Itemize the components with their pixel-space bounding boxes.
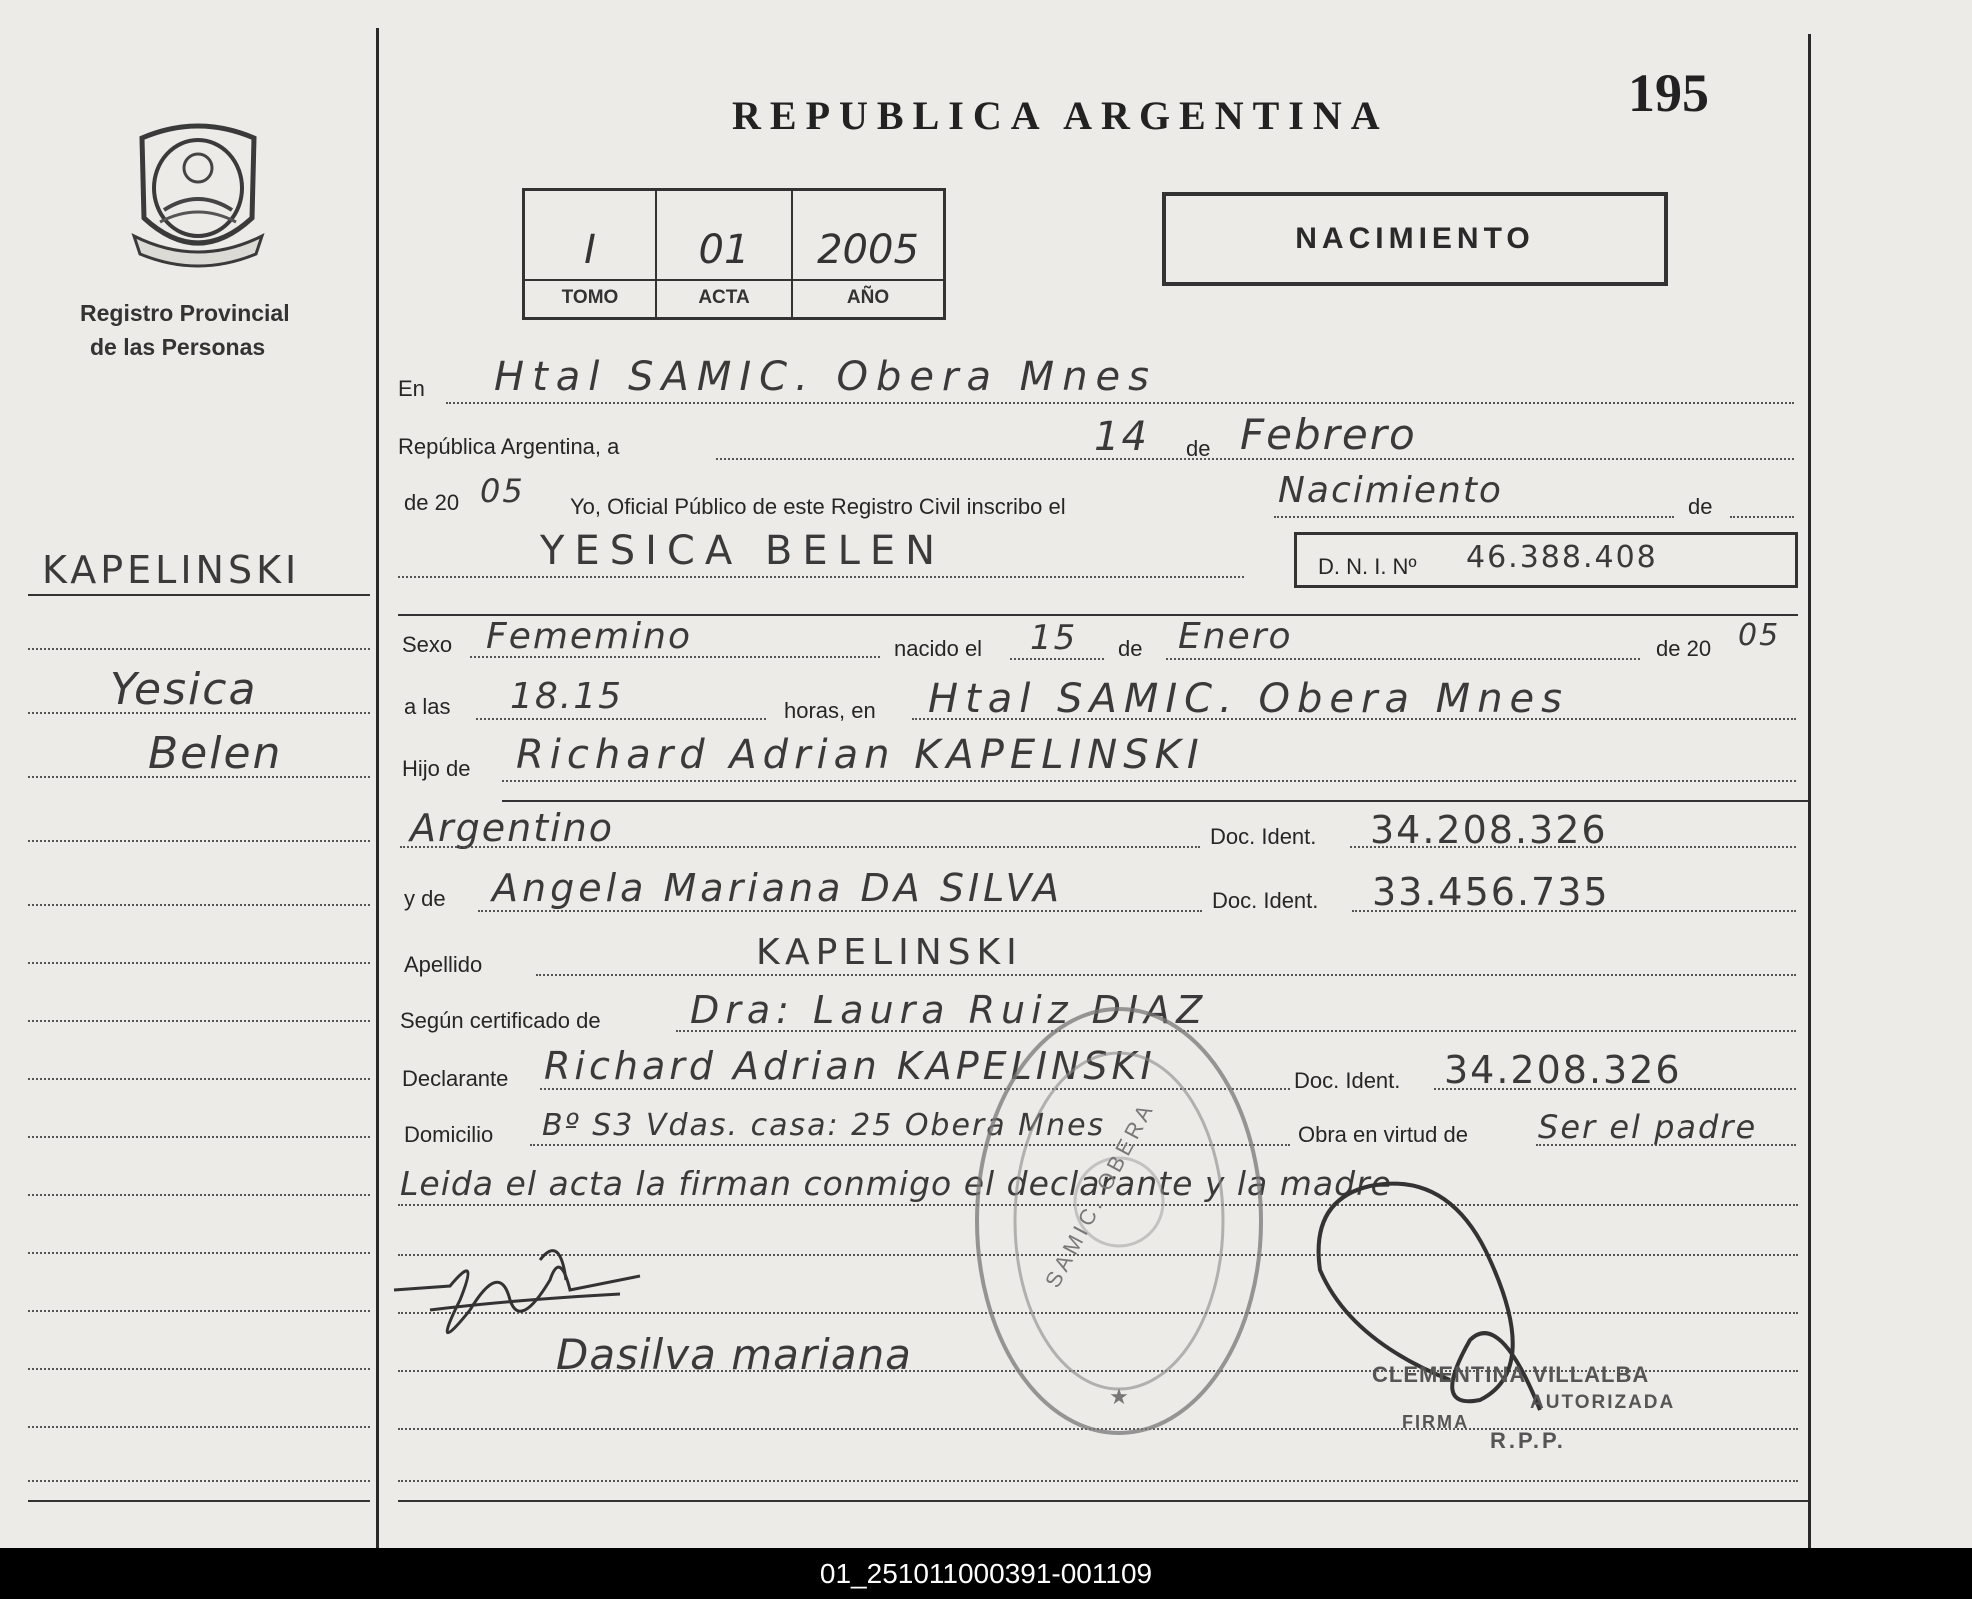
mother-doc-label: Doc. Ident. bbox=[1212, 888, 1319, 913]
registration-day: 14 bbox=[1094, 414, 1149, 460]
father-doc-value: 34.208.326 bbox=[1370, 808, 1608, 852]
oficial-statement: Yo, Oficial Público de este Registro Civil inscribo el bbox=[570, 494, 1066, 519]
birth-de20-label: de 20 bbox=[1656, 636, 1712, 661]
institution-name-line2: de las Personas bbox=[90, 334, 266, 360]
misiones-coat-of-arms-icon bbox=[124, 118, 272, 268]
doctor-name: Dra: Laura Ruiz DIAZ bbox=[690, 988, 1209, 1032]
ano-value: 2005 bbox=[817, 227, 919, 273]
tomo-cell bbox=[525, 191, 657, 317]
register-box bbox=[522, 188, 946, 320]
declarante-doc-label: Doc. Ident. bbox=[1294, 1068, 1401, 1093]
mother-doc-value: 33.456.735 bbox=[1372, 870, 1610, 914]
apellido-label: Apellido bbox=[404, 952, 483, 977]
margin-second-name: Belen bbox=[148, 728, 283, 779]
mother-name: Angela Mariana DA SILVA bbox=[492, 866, 1063, 910]
stamp-inner-text: SAMIC. OBERA bbox=[1040, 1097, 1160, 1292]
birth-de-label: de bbox=[1118, 636, 1143, 661]
apellido-value: KAPELINSKI bbox=[756, 932, 1023, 973]
rpp-label: R.P.P. bbox=[1490, 1428, 1566, 1453]
father-name: Richard Adrian KAPELINSKI bbox=[516, 732, 1205, 778]
registration-month: Febrero bbox=[1240, 410, 1417, 459]
dni-label: D. N. I. Nº bbox=[1318, 554, 1417, 579]
birth-year-suffix: 05 bbox=[1738, 618, 1781, 653]
en-label: En bbox=[398, 376, 425, 401]
alas-label: a las bbox=[404, 694, 451, 719]
left-column-border bbox=[376, 28, 379, 1548]
document-title: REPUBLICA ARGENTINA bbox=[732, 93, 1389, 138]
registration-year-suffix: 05 bbox=[480, 472, 525, 510]
declarante-doc-value: 34.208.326 bbox=[1444, 1048, 1682, 1092]
acta-cell bbox=[657, 191, 793, 317]
dni-value: 46.388.408 bbox=[1466, 540, 1658, 575]
de20-label: de 20 bbox=[404, 490, 460, 515]
act-type-box: NACIMIENTO bbox=[1162, 192, 1668, 286]
tomo-value: I bbox=[584, 227, 596, 273]
page-number: 195 bbox=[1628, 63, 1709, 123]
acta-label: ACTA bbox=[698, 287, 750, 308]
birth-day: 15 bbox=[1030, 618, 1078, 658]
child-full-name: YESICA BELEN bbox=[540, 528, 946, 574]
declarante-label: Declarante bbox=[402, 1066, 509, 1091]
father-nationality: Argentino bbox=[410, 806, 614, 850]
svg-text:★: ★ bbox=[1109, 1385, 1129, 1410]
nacido-label: nacido el bbox=[894, 636, 983, 661]
birth-month: Enero bbox=[1178, 616, 1293, 657]
margin-first-name: Yesica bbox=[110, 664, 258, 715]
yde-label: y de bbox=[404, 886, 446, 911]
father-doc-label: Doc. Ident. bbox=[1210, 824, 1317, 849]
hijo-label: Hijo de bbox=[402, 756, 471, 781]
segun-label: Según certificado de bbox=[400, 1008, 601, 1033]
birth-time: 18.15 bbox=[510, 676, 624, 717]
sexo-label: Sexo bbox=[402, 632, 453, 657]
institution-name-line1: Registro Provincial bbox=[80, 300, 290, 326]
de-label: de bbox=[1186, 436, 1211, 461]
ano-label: AÑO bbox=[846, 287, 890, 308]
act-type-value: Nacimiento bbox=[1278, 470, 1503, 511]
declarante-name: Richard Adrian KAPELINSKI bbox=[544, 1044, 1156, 1088]
obra-label: Obra en virtud de bbox=[1298, 1122, 1468, 1147]
closing-note: Leida el acta la firman conmigo el declarante y la madre bbox=[400, 1164, 1392, 1203]
mother-signature: Dasilva mariana bbox=[556, 1330, 912, 1379]
republica-label: República Argentina, a bbox=[398, 434, 620, 459]
official-name: CLEMENTINA VILLALBA bbox=[1372, 1362, 1650, 1387]
obra-value: Ser el padre bbox=[1538, 1108, 1758, 1146]
ano-cell bbox=[793, 191, 943, 317]
official-role: AUTORIZADA bbox=[1530, 1392, 1676, 1413]
acta-value: 01 bbox=[698, 227, 750, 273]
horas-label: horas, en bbox=[784, 698, 876, 723]
de-label-2: de bbox=[1688, 494, 1713, 519]
birth-place: Htal SAMIC. Obera Mnes bbox=[928, 676, 1569, 722]
domicilio-label: Domicilio bbox=[404, 1122, 494, 1147]
domicilio-value: Bº S3 Vdas. casa: 25 Obera Mnes bbox=[542, 1108, 1106, 1143]
margin-surname: KAPELINSKI bbox=[42, 548, 301, 592]
tomo-label: TOMO bbox=[561, 287, 619, 308]
sexo-value: Fememino bbox=[486, 616, 692, 657]
official-registry-stamp bbox=[970, 1002, 1268, 1440]
firma-label: FIRMA bbox=[1402, 1412, 1469, 1432]
image-id-caption: 01_251011000391-001109 bbox=[0, 1548, 1972, 1599]
right-form-border bbox=[1808, 34, 1811, 1548]
place-value: Htal SAMIC. Obera Mnes bbox=[494, 354, 1157, 400]
